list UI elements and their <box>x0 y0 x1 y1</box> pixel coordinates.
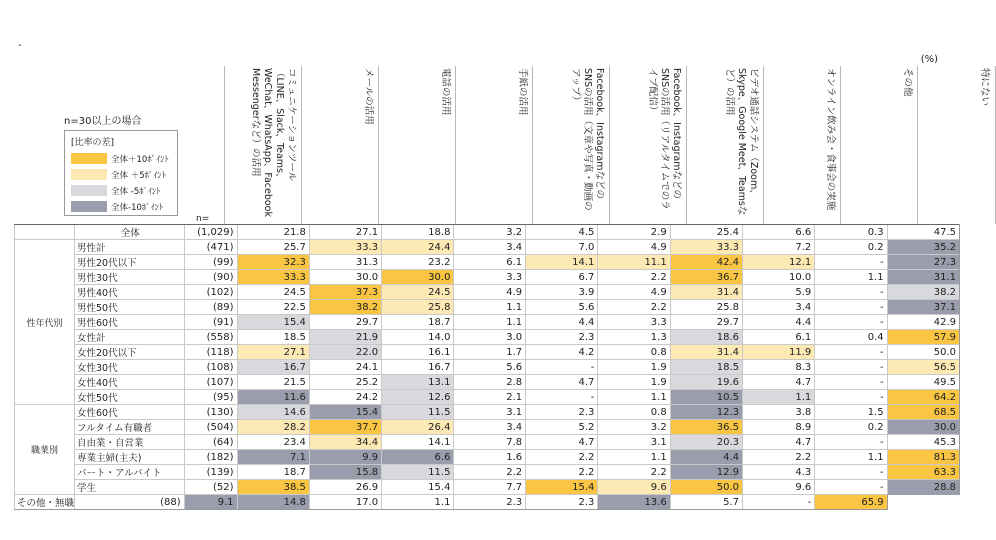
value-cell: 25.8 <box>382 300 454 315</box>
value-cell: 5.6 <box>454 360 526 375</box>
row-label: 男性50代 <box>75 300 185 315</box>
n-label: n= <box>196 214 210 224</box>
value-cell: 31.3 <box>309 255 381 270</box>
value-cell: 38.2 <box>309 300 381 315</box>
legend-label: 全体 -5ﾎﾟｲﾝﾄ <box>111 187 161 197</box>
value-cell: 1.9 <box>598 375 670 390</box>
value-cell: 13.6 <box>598 495 670 510</box>
table-row <box>15 435 960 450</box>
table-row <box>15 315 960 330</box>
value-cell: 6.1 <box>743 330 815 345</box>
column-header-label: その他 <box>902 68 913 97</box>
row-n: (139) <box>184 465 237 480</box>
table-row <box>15 420 960 435</box>
row-label: 男性計 <box>75 240 185 255</box>
value-cell: 4.7 <box>526 375 598 390</box>
table-row <box>15 495 960 510</box>
value-cell: 15.4 <box>382 480 454 495</box>
value-cell: 3.1 <box>598 435 670 450</box>
value-cell: 2.2 <box>526 450 598 465</box>
table-row <box>15 345 960 360</box>
column-header <box>224 66 302 224</box>
value-cell: 3.4 <box>743 300 815 315</box>
column-header-label: 電話の活用 <box>440 68 451 116</box>
value-cell: 42.4 <box>670 255 742 270</box>
row-n: (88) <box>75 495 185 510</box>
row-n: (107) <box>184 375 237 390</box>
group-label: 性年代別 <box>15 240 75 405</box>
legend-label: 全体-10ﾎﾟｲﾝﾄ <box>111 203 164 213</box>
column-header <box>686 66 764 224</box>
value-cell: 31.1 <box>887 270 959 285</box>
row-label: 専業主婦(主夫) <box>75 450 185 465</box>
value-cell: 33.3 <box>237 270 309 285</box>
value-cell: 14.0 <box>382 330 454 345</box>
value-cell: 2.2 <box>598 465 670 480</box>
value-cell: 68.5 <box>887 405 959 420</box>
value-cell: 24.1 <box>309 360 381 375</box>
value-cell: 19.6 <box>670 375 742 390</box>
value-cell: 18.7 <box>382 315 454 330</box>
value-cell: 21.9 <box>309 330 381 345</box>
value-cell: 10.5 <box>670 390 742 405</box>
legend-swatch <box>71 185 107 196</box>
value-cell: 29.7 <box>670 315 742 330</box>
value-cell: 7.2 <box>743 240 815 255</box>
legend-item <box>71 201 171 212</box>
value-cell: 8.9 <box>743 420 815 435</box>
table-row <box>15 270 960 285</box>
value-cell: - <box>815 345 887 360</box>
table-row <box>15 240 960 255</box>
value-cell: 32.3 <box>237 255 309 270</box>
value-cell: 16.1 <box>382 345 454 360</box>
value-cell: 11.6 <box>237 390 309 405</box>
value-cell: 29.7 <box>309 315 381 330</box>
value-cell: 15.4 <box>309 405 381 420</box>
value-cell: 4.7 <box>526 435 598 450</box>
value-cell: 38.2 <box>887 285 959 300</box>
value-cell: - <box>815 360 887 375</box>
value-cell: - <box>815 480 887 495</box>
column-header <box>917 66 996 224</box>
value-cell: 1.3 <box>598 330 670 345</box>
row-n: (52) <box>184 480 237 495</box>
row-n: (130) <box>184 405 237 420</box>
value-cell: 5.6 <box>526 300 598 315</box>
row-label: 女性60代 <box>75 405 185 420</box>
value-cell: 26.4 <box>382 420 454 435</box>
row-label: 女性計 <box>75 330 185 345</box>
table-row <box>15 300 960 315</box>
condition-note: n=30以上の場合 <box>64 116 142 127</box>
value-cell: 23.2 <box>382 255 454 270</box>
value-cell: 0.2 <box>815 240 887 255</box>
column-header-label: 特にない <box>979 68 990 107</box>
column-header-label: 手紙の活用 <box>517 68 528 116</box>
row-n: (95) <box>184 390 237 405</box>
value-cell: 37.1 <box>887 300 959 315</box>
value-cell: 42.9 <box>887 315 959 330</box>
value-cell: 63.3 <box>887 465 959 480</box>
value-cell: 18.7 <box>237 465 309 480</box>
value-cell: 22.5 <box>237 300 309 315</box>
value-cell: 3.4 <box>454 420 526 435</box>
value-cell: 1.1 <box>815 450 887 465</box>
value-cell: 56.5 <box>887 360 959 375</box>
value-cell: 2.9 <box>598 225 670 240</box>
legend-swatch <box>71 169 107 180</box>
value-cell: 28.2 <box>237 420 309 435</box>
value-cell: 15.4 <box>237 315 309 330</box>
row-n: (90) <box>184 270 237 285</box>
value-cell: 22.0 <box>309 345 381 360</box>
row-n: (558) <box>184 330 237 345</box>
legend-item <box>71 185 171 196</box>
value-cell: 14.8 <box>237 495 309 510</box>
value-cell: 27.3 <box>887 255 959 270</box>
value-cell: 13.1 <box>382 375 454 390</box>
row-label: 男性40代 <box>75 285 185 300</box>
group-label <box>15 225 75 240</box>
value-cell: 18.5 <box>237 330 309 345</box>
value-cell: 12.1 <box>743 255 815 270</box>
row-label: 女性40代 <box>75 375 185 390</box>
row-n: (89) <box>184 300 237 315</box>
unit-label: (%) <box>920 54 938 65</box>
row-label: 男性20代以下 <box>75 255 185 270</box>
value-cell: 4.4 <box>670 450 742 465</box>
value-cell: 11.1 <box>598 255 670 270</box>
value-cell: 5.2 <box>526 420 598 435</box>
value-cell: 27.1 <box>237 345 309 360</box>
legend-title: [比率の差] <box>71 138 115 148</box>
table-row <box>15 405 960 420</box>
value-cell: 4.9 <box>598 285 670 300</box>
column-header <box>301 66 379 224</box>
value-cell: 3.3 <box>598 315 670 330</box>
value-cell: 3.0 <box>454 330 526 345</box>
row-label: 学生 <box>75 480 185 495</box>
value-cell: 28.8 <box>887 480 959 495</box>
table-row <box>15 390 960 405</box>
value-cell: 0.3 <box>815 225 887 240</box>
value-cell: 50.0 <box>670 480 742 495</box>
table-row <box>15 285 960 300</box>
value-cell: 2.2 <box>454 465 526 480</box>
value-cell: 21.5 <box>237 375 309 390</box>
value-cell: 12.9 <box>670 465 742 480</box>
value-cell: 2.2 <box>598 300 670 315</box>
value-cell: 37.3 <box>309 285 381 300</box>
column-header <box>378 66 456 224</box>
row-n: (118) <box>184 345 237 360</box>
row-n: (471) <box>184 240 237 255</box>
value-cell: 81.3 <box>887 450 959 465</box>
value-cell: - <box>815 300 887 315</box>
value-cell: 1.1 <box>454 315 526 330</box>
table-row <box>15 450 960 465</box>
row-label: 男性60代 <box>75 315 185 330</box>
value-cell: 14.1 <box>526 255 598 270</box>
value-cell: 24.5 <box>382 285 454 300</box>
legend-swatch <box>71 153 107 164</box>
column-header <box>763 66 841 224</box>
row-label: パート・アルバイト <box>75 465 185 480</box>
value-cell: 4.7 <box>743 375 815 390</box>
value-cell: 36.7 <box>670 270 742 285</box>
row-label: 全体 <box>75 225 185 240</box>
value-cell: 38.5 <box>237 480 309 495</box>
value-cell: 1.1 <box>382 495 454 510</box>
value-cell: - <box>526 390 598 405</box>
row-label: 女性30代 <box>75 360 185 375</box>
value-cell: 31.4 <box>670 345 742 360</box>
value-cell: 4.7 <box>743 435 815 450</box>
row-label: その他・無職 <box>15 495 75 510</box>
value-cell: 3.3 <box>454 270 526 285</box>
table-row <box>15 465 960 480</box>
value-cell: 25.2 <box>309 375 381 390</box>
value-cell: 25.8 <box>670 300 742 315</box>
row-n: (182) <box>184 450 237 465</box>
value-cell: 3.4 <box>454 240 526 255</box>
value-cell: 7.1 <box>237 450 309 465</box>
value-cell: - <box>815 465 887 480</box>
table-row <box>15 480 960 495</box>
value-cell: 57.9 <box>887 330 959 345</box>
value-cell: - <box>815 255 887 270</box>
value-cell: 24.5 <box>237 285 309 300</box>
row-n: (64) <box>184 435 237 450</box>
value-cell: 23.4 <box>237 435 309 450</box>
value-cell: 3.1 <box>454 405 526 420</box>
value-cell: 4.3 <box>743 465 815 480</box>
row-n: (108) <box>184 360 237 375</box>
value-cell: 4.9 <box>598 240 670 255</box>
column-header-label: コミュニケーションツール（LINE、Slack、Teams、WeChat、WhatsApp、Facebook Messengerなど）の活用 <box>250 68 297 217</box>
value-cell: 18.6 <box>670 330 742 345</box>
value-cell: 16.7 <box>237 360 309 375</box>
row-n: (102) <box>184 285 237 300</box>
value-cell: 3.2 <box>598 420 670 435</box>
value-cell: 18.5 <box>670 360 742 375</box>
value-cell: 3.9 <box>526 285 598 300</box>
value-cell: 2.2 <box>743 450 815 465</box>
value-cell: 10.0 <box>743 270 815 285</box>
value-cell: 11.9 <box>743 345 815 360</box>
value-cell: 37.7 <box>309 420 381 435</box>
legend-label: 全体＋10ﾎﾟｲﾝﾄ <box>111 155 169 165</box>
value-cell: 12.3 <box>670 405 742 420</box>
value-cell: 0.8 <box>598 405 670 420</box>
crosstab-table <box>14 224 960 510</box>
value-cell: 12.6 <box>382 390 454 405</box>
value-cell: 15.8 <box>309 465 381 480</box>
value-cell: 20.3 <box>670 435 742 450</box>
row-label: 女性20代以下 <box>75 345 185 360</box>
value-cell: 26.9 <box>309 480 381 495</box>
column-header-label: Facebook、InstagramなどのSNSの活用（文章や写真・動画のアップ） <box>570 68 605 211</box>
value-cell: 1.1 <box>598 450 670 465</box>
value-cell: 7.7 <box>454 480 526 495</box>
value-cell: 33.3 <box>670 240 742 255</box>
column-header-label: ビデオ通話システム（Zoom、Skype、Google Meet、Teamsなど）の活用 <box>724 68 759 216</box>
value-cell: 24.4 <box>382 240 454 255</box>
legend-label: 全体 ＋5ﾎﾟｲﾝﾄ <box>111 171 166 181</box>
table-row <box>15 375 960 390</box>
value-cell: 47.5 <box>887 225 959 240</box>
value-cell: 7.0 <box>526 240 598 255</box>
legend-item <box>71 153 171 164</box>
value-cell: 9.6 <box>598 480 670 495</box>
value-cell: 15.4 <box>526 480 598 495</box>
column-header <box>609 66 687 224</box>
legend <box>64 130 178 216</box>
value-cell: 3.2 <box>454 225 526 240</box>
column-header <box>532 66 610 224</box>
value-cell: 2.3 <box>454 495 526 510</box>
value-cell: 9.1 <box>184 495 237 510</box>
value-cell: 16.7 <box>382 360 454 375</box>
value-cell: - <box>815 285 887 300</box>
value-cell: - <box>743 495 815 510</box>
row-n: (504) <box>184 420 237 435</box>
value-cell: 1.5 <box>815 405 887 420</box>
value-cell: - <box>815 390 887 405</box>
value-cell: 2.3 <box>526 495 598 510</box>
value-cell: 30.0 <box>382 270 454 285</box>
value-cell: 4.4 <box>526 315 598 330</box>
row-n: (91) <box>184 315 237 330</box>
value-cell: 35.2 <box>887 240 959 255</box>
value-cell: 2.1 <box>454 390 526 405</box>
value-cell: 4.4 <box>743 315 815 330</box>
row-n: (1,029) <box>184 225 237 240</box>
value-cell: 4.2 <box>526 345 598 360</box>
value-cell: 33.3 <box>309 240 381 255</box>
column-header-label: メールの活用 <box>363 68 374 125</box>
page-mark: - <box>18 40 22 51</box>
value-cell: 11.5 <box>382 465 454 480</box>
value-cell: - <box>815 435 887 450</box>
value-cell: 49.5 <box>887 375 959 390</box>
column-header <box>840 66 918 224</box>
legend-item <box>71 169 171 180</box>
column-header <box>455 66 533 224</box>
row-label: 自由業・自営業 <box>75 435 185 450</box>
value-cell: 0.2 <box>815 420 887 435</box>
value-cell: 4.9 <box>454 285 526 300</box>
value-cell: 7.8 <box>454 435 526 450</box>
value-cell: 1.1 <box>743 390 815 405</box>
value-cell: - <box>815 315 887 330</box>
value-cell: 5.7 <box>670 495 742 510</box>
value-cell: 45.3 <box>887 435 959 450</box>
value-cell: 34.4 <box>309 435 381 450</box>
value-cell: 2.2 <box>526 465 598 480</box>
group-label: 職業別 <box>15 405 75 495</box>
value-cell: 0.8 <box>598 345 670 360</box>
value-cell: 50.0 <box>887 345 959 360</box>
value-cell: 1.1 <box>454 300 526 315</box>
value-cell: 30.0 <box>887 420 959 435</box>
row-label: フルタイム有職者 <box>75 420 185 435</box>
value-cell: 11.5 <box>382 405 454 420</box>
value-cell: 25.4 <box>670 225 742 240</box>
value-cell: 2.2 <box>598 270 670 285</box>
value-cell: 1.6 <box>454 450 526 465</box>
value-cell: 1.9 <box>598 360 670 375</box>
value-cell: 14.6 <box>237 405 309 420</box>
value-cell: 65.9 <box>815 495 887 510</box>
table-row <box>15 330 960 345</box>
value-cell: 6.6 <box>382 450 454 465</box>
value-cell: 1.1 <box>815 270 887 285</box>
value-cell: 64.2 <box>887 390 959 405</box>
value-cell: 8.3 <box>743 360 815 375</box>
value-cell: 6.7 <box>526 270 598 285</box>
table-row <box>15 360 960 375</box>
table-row <box>15 225 960 240</box>
value-cell: 21.8 <box>237 225 309 240</box>
value-cell: 1.7 <box>454 345 526 360</box>
value-cell: 9.6 <box>743 480 815 495</box>
row-n: (99) <box>184 255 237 270</box>
value-cell: 6.1 <box>454 255 526 270</box>
value-cell: 17.0 <box>309 495 381 510</box>
value-cell: 31.4 <box>670 285 742 300</box>
value-cell: - <box>815 375 887 390</box>
row-label: 女性50代 <box>75 390 185 405</box>
value-cell: 30.0 <box>309 270 381 285</box>
value-cell: 25.7 <box>237 240 309 255</box>
value-cell: 2.3 <box>526 330 598 345</box>
table-row <box>15 255 960 270</box>
value-cell: 6.6 <box>743 225 815 240</box>
value-cell: - <box>526 360 598 375</box>
value-cell: 0.4 <box>815 330 887 345</box>
value-cell: 18.8 <box>382 225 454 240</box>
row-label: 男性30代 <box>75 270 185 285</box>
value-cell: 36.5 <box>670 420 742 435</box>
column-header-label: オンライン飲み会・食事会の実施 <box>825 68 836 211</box>
value-cell: 4.5 <box>526 225 598 240</box>
value-cell: 2.3 <box>526 405 598 420</box>
value-cell: 2.8 <box>454 375 526 390</box>
value-cell: 3.8 <box>743 405 815 420</box>
value-cell: 27.1 <box>309 225 381 240</box>
value-cell: 5.9 <box>743 285 815 300</box>
value-cell: 1.1 <box>598 390 670 405</box>
value-cell: 24.2 <box>309 390 381 405</box>
legend-swatch <box>71 201 107 212</box>
value-cell: 14.1 <box>382 435 454 450</box>
column-header-label: Facebook、InstagramなどのSNSの活用（リアルタイムでのライブ配信） <box>647 68 682 210</box>
value-cell: 9.9 <box>309 450 381 465</box>
